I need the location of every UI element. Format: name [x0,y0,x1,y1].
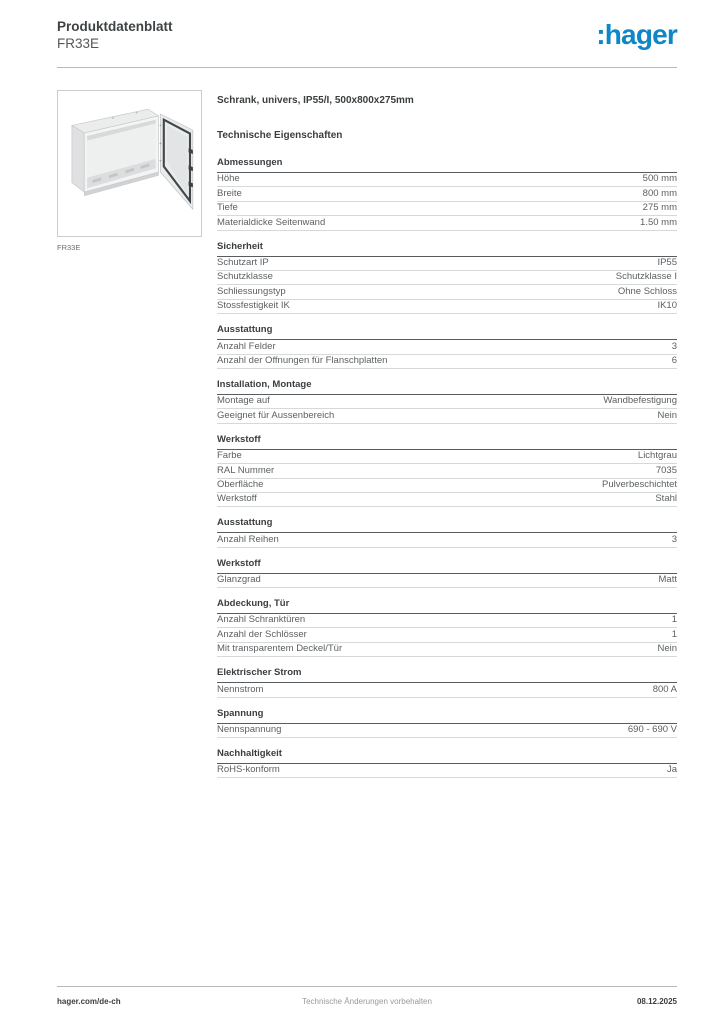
footer-disclaimer: Technische Änderungen vorbehalten [302,997,432,1006]
spec-row [217,574,677,588]
spec-row [217,173,677,187]
product-name: Schrank, univers, IP55/I, 500x800x275mm [217,95,414,106]
product-image-caption: FR33E [57,243,81,252]
spec-section [217,599,677,657]
spec-label: Anzahl Reihen [217,534,279,545]
spec-row [217,355,677,369]
spec-label: Breite [217,188,242,199]
spec-label: Tiefe [217,203,238,214]
spec-label: Mit transparentem Deckel/Tür [217,644,343,655]
section-title: Elektrischer Strom [217,668,677,683]
spec-value: 3 [671,533,677,545]
spec-label: Farbe [217,451,242,462]
spec-row [217,533,677,547]
section-title: Installation, Montage [217,380,677,395]
section-title: Abmessungen [217,158,677,173]
spec-label: Höhe [217,174,240,185]
spec-label: Anzahl Schranktüren [217,615,306,626]
spec-row [217,271,677,285]
spec-value: Stahl [655,493,677,505]
spec-label: Montage auf [217,396,270,407]
product-image-frame [57,90,202,237]
spec-sections [217,158,677,778]
spec-label: Anzahl Felder [217,341,276,352]
spec-section [217,749,677,778]
spec-row [217,683,677,697]
spec-row [217,464,677,478]
cabinet-product-image [60,94,199,234]
spec-row [217,493,677,507]
spec-value: 1 [671,628,677,640]
header-divider [57,67,677,68]
spec-value: IP55 [657,257,677,269]
spec-row [217,614,677,628]
footer-website: hager.com/de-ch [57,997,121,1006]
spec-row [217,450,677,464]
page-footer [57,997,677,1011]
spec-row [217,202,677,216]
spec-section [217,158,677,231]
spec-row [217,764,677,778]
hager-logo: :hager [596,19,677,50]
spec-value: Wandbefestigung [603,395,677,407]
spec-row [217,285,677,299]
spec-section [217,559,677,588]
spec-value: IK10 [657,300,677,312]
product-image-column [57,90,204,252]
footer-date: 08.12.2025 [636,997,677,1006]
section-title: Sicherheit [217,242,677,257]
product-reference: FR33E [57,35,100,51]
section-title: Nachhaltigkeit [217,749,677,764]
spec-value: Schutzklasse I [615,271,677,283]
spec-label: Glanzgrad [217,575,261,586]
spec-value: 1 [671,614,677,626]
tech-properties-heading: Technische Eigenschaften [217,129,343,141]
spec-section [217,518,677,547]
spec-value: Matt [658,574,677,586]
spec-section [217,242,677,315]
spec-label: Anzahl der Öffnungen für Flanschplatten [217,356,388,367]
spec-label: Schliessungstyp [217,286,286,297]
spec-section [217,709,677,738]
spec-value: Pulverbeschichtet [602,479,677,491]
spec-label: Materialdicke Seitenwand [217,217,326,228]
page-header [57,19,677,53]
section-title: Werkstoff [217,559,677,574]
spec-value: 6 [671,355,677,367]
section-title: Abdeckung, Tür [217,599,677,614]
spec-label: Werkstoff [217,494,257,505]
spec-label: Nennspannung [217,725,282,735]
spec-row [217,216,677,230]
spec-value: 1.50 mm [640,216,677,228]
spec-section [217,325,677,369]
spec-label: Schutzart IP [217,258,269,269]
spec-value: Nein [657,409,677,421]
spec-value: 690 - 690 V [627,724,677,735]
spec-label: RAL Nummer [217,465,275,476]
spec-label: RoHS-konform [217,765,280,776]
spec-value: 275 mm [642,202,677,214]
document-title: Produktdatenblatt [57,19,173,34]
spec-value: 800 mm [642,187,677,199]
spec-row [217,409,677,423]
spec-column [217,90,677,778]
spec-value: 800 A [652,683,677,695]
spec-value: Ja [666,764,677,776]
spec-label: Schutzklasse [217,272,273,283]
spec-row [217,300,677,314]
spec-row [217,479,677,493]
spec-value: Ohne Schloss [617,285,677,297]
spec-row [217,628,677,642]
spec-label: Oberfläche [217,480,264,491]
spec-value: 3 [671,340,677,352]
spec-section [217,668,677,697]
spec-row [217,724,677,738]
spec-value: Lichtgrau [637,450,677,462]
section-title: Spannung [217,709,677,724]
spec-value: 500 mm [642,173,677,185]
spec-label: Geeignet für Aussenbereich [217,410,335,421]
section-title: Ausstattung [217,518,677,533]
main-content [57,90,677,778]
spec-value: Nein [657,643,677,655]
spec-label: Nennstrom [217,684,264,695]
spec-row [217,187,677,201]
footer-divider [57,986,677,987]
spec-value: 7035 [655,464,677,476]
spec-section [217,380,677,424]
spec-row [217,340,677,354]
section-title: Ausstattung [217,325,677,340]
spec-row [217,257,677,271]
spec-section [217,435,677,508]
spec-label: Stossfestigkeit IK [217,301,290,312]
spec-row [217,643,677,657]
spec-label: Anzahl der Schlösser [217,629,307,640]
spec-row [217,395,677,409]
section-title: Werkstoff [217,435,677,450]
